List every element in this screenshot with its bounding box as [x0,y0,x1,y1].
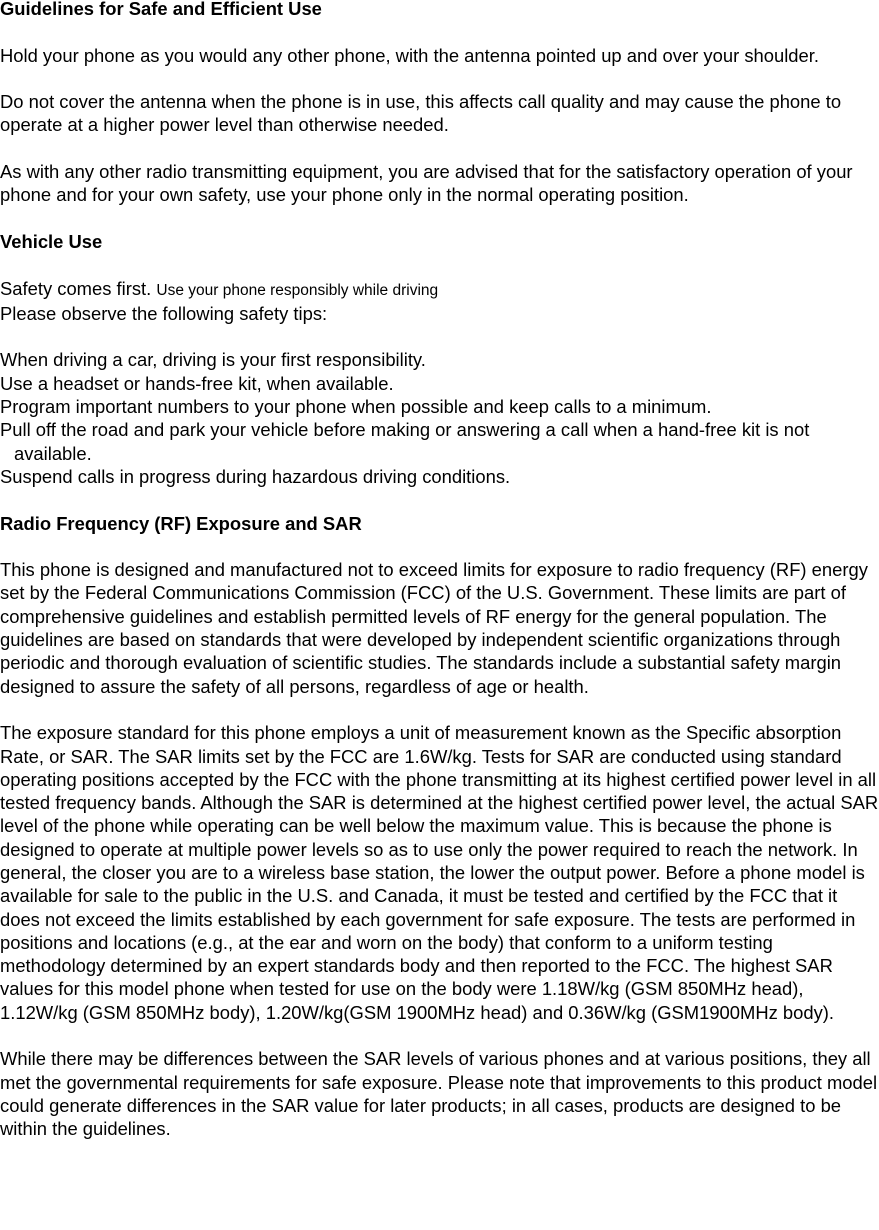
spacer [0,1024,879,1047]
spacer [0,488,879,511]
spacer [0,698,879,721]
spacer [0,137,879,160]
section-heading-vehicle-use: Vehicle Use [0,230,103,252]
spacer [0,207,879,230]
list-item: Use a headset or hands-free kit, when available. [0,372,394,394]
vehicle-intro [0,277,879,302]
paragraph: Do not cover the antenna when the phone is in use, this affects call quality and may cause the phone to operate at a higher power level than otherwise needed. [0,91,842,136]
vehicle-intro-follow: Please observe the following safety tips: [0,302,328,324]
section-heading-rf-exposure: Radio Frequency (RF) Exposure and SAR [0,512,362,534]
safety-tips-list [0,348,879,488]
spacer [0,20,879,43]
paragraph: As with any other radio transmitting equipment, you are advised that for the satisfactory operation of your phone and for your own safety, use your phone only in the normal operating position. [0,161,853,206]
spacer [0,535,879,558]
intro-small: Use your phone responsibly while driving [156,281,439,299]
paragraph: This phone is designed and manufactured not to exceed limits for exposure to radio frequency (RF) energy set by the Federal Communications Commission (FCC) of the U.S. Government. These limits are part of comprehensive guidelines and establish permitted levels of RF energy for the general population. The guidelines are based on standards that were developed by independent scientific organizations through periodic and thorough evaluation of scientific studies. The standards include a substantial safety margin designed to assure the safety of all persons, regardless of age or health. [0,559,868,697]
paragraph: While there may be differences between the SAR levels of various phones and at various positions, they all met the governmental requirements for safe exposure. Please note that improvements to this product model could generate differences in the SAR value for later products; in all cases, products are designed to be within the guidelines. [0,1048,878,1140]
paragraph: Hold your phone as you would any other phone, with the antenna pointed up and over your shoulder. [0,44,819,66]
list-item: When driving a car, driving is your first responsibility. [0,349,426,371]
spacer [0,67,879,90]
list-item: Pull off the road and park your vehicle before making or answering a call when a hand-free kit is not available. [0,419,810,464]
list-item: Program important numbers to your phone when possible and keep calls to a minimum. [0,396,712,418]
intro-lead: Safety comes first. [0,277,152,299]
spacer [0,253,879,276]
section-heading-safe-use: Guidelines for Safe and Efficient Use [0,0,322,19]
list-item: Suspend calls in progress during hazardous driving conditions. [0,465,511,487]
spacer [0,325,879,348]
paragraph: The exposure standard for this phone employs a unit of measurement known as the Specific absorption Rate, or SAR. The SAR limits set by the FCC are 1.6W/kg. Tests for SAR are conducted using standard operating positions accepted by the FCC with the phone transmitting at its highest certified power level in all tested frequency bands. Although the SAR is determined at the highest certified power level, the actual SAR level of the phone while operating can be well below the maximum value. This is because the phone is designed to operate at multiple power levels so as to use only the power required to reach the network. In general, the closer you are to a wireless base station, the lower the output power. Before a phone model is available for sale to the public in the U.S. and Canada, it must be tested and certified by the FCC that it does not exceed the limits established by each government for safe exposure. The tests are performed in positions and locations (e.g., at the ear and worn on the body) that conform to a uniform testing methodology determined by an expert standards body and then reported to the FCC. The highest SAR values for this model phone when tested for use on the body were 1.18W/kg (GSM 850MHz head), 1.12W/kg (GSM 850MHz body), 1.20W/kg(GSM 1900MHz head) and 0.36W/kg (GSM1900MHz body). [0,722,879,1023]
